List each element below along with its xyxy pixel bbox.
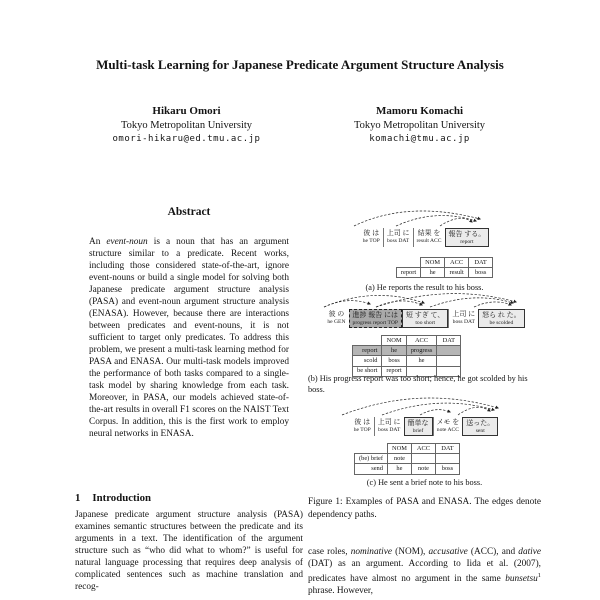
token-jp: 上司 に: [377, 418, 401, 426]
cell-nom: he: [382, 346, 406, 356]
token-jp: 進捗 報告 には: [352, 311, 399, 319]
token-event-noun: [349, 309, 403, 328]
author-2-name: Mamoru Komachi: [375, 105, 464, 117]
token: [433, 417, 463, 436]
sentence-c: [308, 417, 541, 436]
row-label: send: [355, 464, 388, 474]
row-label: report: [396, 268, 420, 278]
author-2-email: komachi@tmu.ac.jp: [369, 134, 470, 144]
col-header-dat: DAT: [437, 336, 461, 346]
cell-nom: boss: [382, 356, 406, 366]
token-jp: 送った。: [466, 419, 495, 427]
table-row: [355, 464, 460, 474]
token-gloss: too short: [415, 320, 436, 326]
token-jp: 怒ら れ た。: [482, 311, 521, 319]
left-column: [75, 0, 303, 600]
figure-1-caption: Figure 1: Examples of PASA and ENASA. The edges denote dependency paths.: [308, 497, 541, 520]
cell-acc: note: [411, 464, 435, 474]
token-predicate: [462, 417, 498, 436]
author-1-name: Hikaru Omori: [152, 105, 221, 117]
row-label: (be) brief: [355, 454, 388, 464]
cell-acc: [411, 454, 435, 464]
token: [413, 228, 445, 247]
token-gloss: he TOP: [362, 238, 380, 244]
token-jp: 彼 の: [328, 310, 345, 318]
introduction-text: Japanese predicate argument structure analysis (PASA) examines semantic structures between the predicate and its arguments in a text. The identification of the argument structure such as “who did what to whom?” is useful for natural language processing that requires deep analysis of complicated sentences such as machine translation and recog-: [75, 510, 303, 592]
section-heading-introduction: [75, 492, 151, 504]
token-predicate: [404, 417, 433, 436]
sentence-a: [308, 228, 541, 247]
author-1-email: omori-hikaru@ed.tmu.ac.jp: [112, 134, 261, 144]
cell-dat: [437, 356, 461, 366]
abstract-heading: Abstract: [167, 206, 211, 218]
cell-acc: he: [406, 356, 437, 366]
token-gloss: result ACC: [416, 238, 442, 244]
cell-dat: [437, 346, 461, 356]
token: [324, 309, 348, 328]
right-column-paragraph: case roles, nominative (NOM), accusative (ACC), and dative (DAT) as an argument. According to Iida et al. (2007), predicates have almost no argument in the same bunsetsu$^1$ phrase. However,: [308, 547, 542, 597]
cell-dat: boss: [469, 268, 493, 278]
subcaption-a: (a) He reports the result to his boss.: [365, 283, 484, 292]
token-gloss: sent: [475, 428, 485, 434]
table-row: [396, 268, 492, 278]
token-jp: 彼 は: [354, 418, 371, 426]
cell-acc: progress: [406, 346, 437, 356]
cell-nom: he: [421, 268, 445, 278]
argument-table-a: [396, 257, 493, 278]
token: [383, 228, 413, 247]
token-jp: 上司 に: [386, 229, 410, 237]
token-predicate: [445, 228, 490, 247]
table-row: [355, 454, 460, 464]
col-header-nom: NOM: [421, 258, 445, 268]
row-label: be short: [353, 366, 382, 376]
row-label: scold: [353, 356, 382, 366]
row-label: report: [353, 346, 382, 356]
cell-nom: he: [387, 464, 411, 474]
token: [374, 417, 404, 436]
subcaption-c: (c) He sent a brief note to his boss.: [366, 478, 483, 487]
author-2-affiliation: Tokyo Metropolitan University: [353, 120, 486, 131]
token-gloss: report: [460, 239, 474, 245]
token: [360, 228, 383, 247]
token-gloss: brief: [412, 428, 424, 434]
cell-dat: boss: [435, 464, 459, 474]
token-jp: メモ を: [436, 418, 460, 426]
right-column: [308, 0, 541, 600]
token-jp: 報告 する。: [448, 230, 486, 238]
cell-nom: report: [382, 366, 406, 376]
argument-table-c: [354, 443, 460, 475]
col-header-dat: DAT: [435, 444, 459, 454]
table-row: [353, 356, 461, 366]
token-jp: 短 すぎ て、: [406, 311, 445, 319]
token: [448, 309, 478, 328]
table-row-event-noun: [353, 346, 461, 356]
token-gloss: be scolded: [489, 320, 514, 326]
token-gloss: boss DAT: [378, 427, 401, 433]
col-header-acc: ACC: [411, 444, 435, 454]
paper-title: Multi-task Learning for Japanese Predicate Argument Structure Analysis: [96, 57, 504, 72]
token-predicate: [478, 309, 525, 328]
token-gloss: boss DAT: [452, 319, 475, 325]
col-header-acc: ACC: [406, 336, 437, 346]
token-predicate: [402, 309, 448, 328]
cell-acc: result: [445, 268, 469, 278]
token-jp: 上司 に: [452, 310, 476, 318]
dependency-arcs-c: [308, 394, 541, 417]
argument-table-b: [352, 335, 461, 377]
token-jp: 簡単な: [407, 419, 429, 427]
col-header-nom: NOM: [387, 444, 411, 454]
section-number: 1: [75, 492, 81, 504]
subcaption-b: (b) His progress report was too short; hence, he got scolded by his boss.: [308, 374, 528, 394]
dependency-arcs-b: [308, 293, 541, 309]
col-header-nom: NOM: [382, 336, 406, 346]
cell-dat: [435, 454, 459, 464]
token-jp: 彼 は: [363, 229, 380, 237]
token: [351, 417, 374, 436]
abstract-text: An event-noun is a noun that has an argument structure similar to a predicate. Recent works, including those considered state-of-the-art, ignore event-nouns or build a single model for solving both Japanese predicate argument structure analysis (PASA) and event-noun argument structure analysis (ENASA). However, because there are interactions between predicates and event-nouns, it is not sufficient to target only predicates. To address this problem, we present a multi-task learning method for PASA and ENASA. Our multi-task models improved the performance of both tasks compared to a single-task model by sharing knowledge from each task. Moreover, in PASA, our models achieved state-of-the-art results in overall F1 scores on the NAIST Text Corpus. In addition, this is the first work to employ neural networks in ENASA.: [89, 237, 289, 439]
token-gloss: note ACC: [436, 427, 459, 433]
author-1-affiliation: Tokyo Metropolitan University: [120, 120, 253, 131]
sentence-b: [308, 309, 541, 328]
token-jp: 結果 を: [417, 229, 441, 237]
col-header-dat: DAT: [469, 258, 493, 268]
token-gloss: he TOP: [353, 427, 371, 433]
token-gloss: he GEN: [327, 319, 346, 325]
dependency-arcs-a: [308, 204, 541, 228]
token-gloss: boss DAT: [387, 238, 410, 244]
col-header-acc: ACC: [445, 258, 469, 268]
cell-nom: note: [387, 454, 411, 464]
section-title: Introduction: [92, 492, 152, 504]
token-gloss: progress report TOP: [352, 320, 399, 326]
